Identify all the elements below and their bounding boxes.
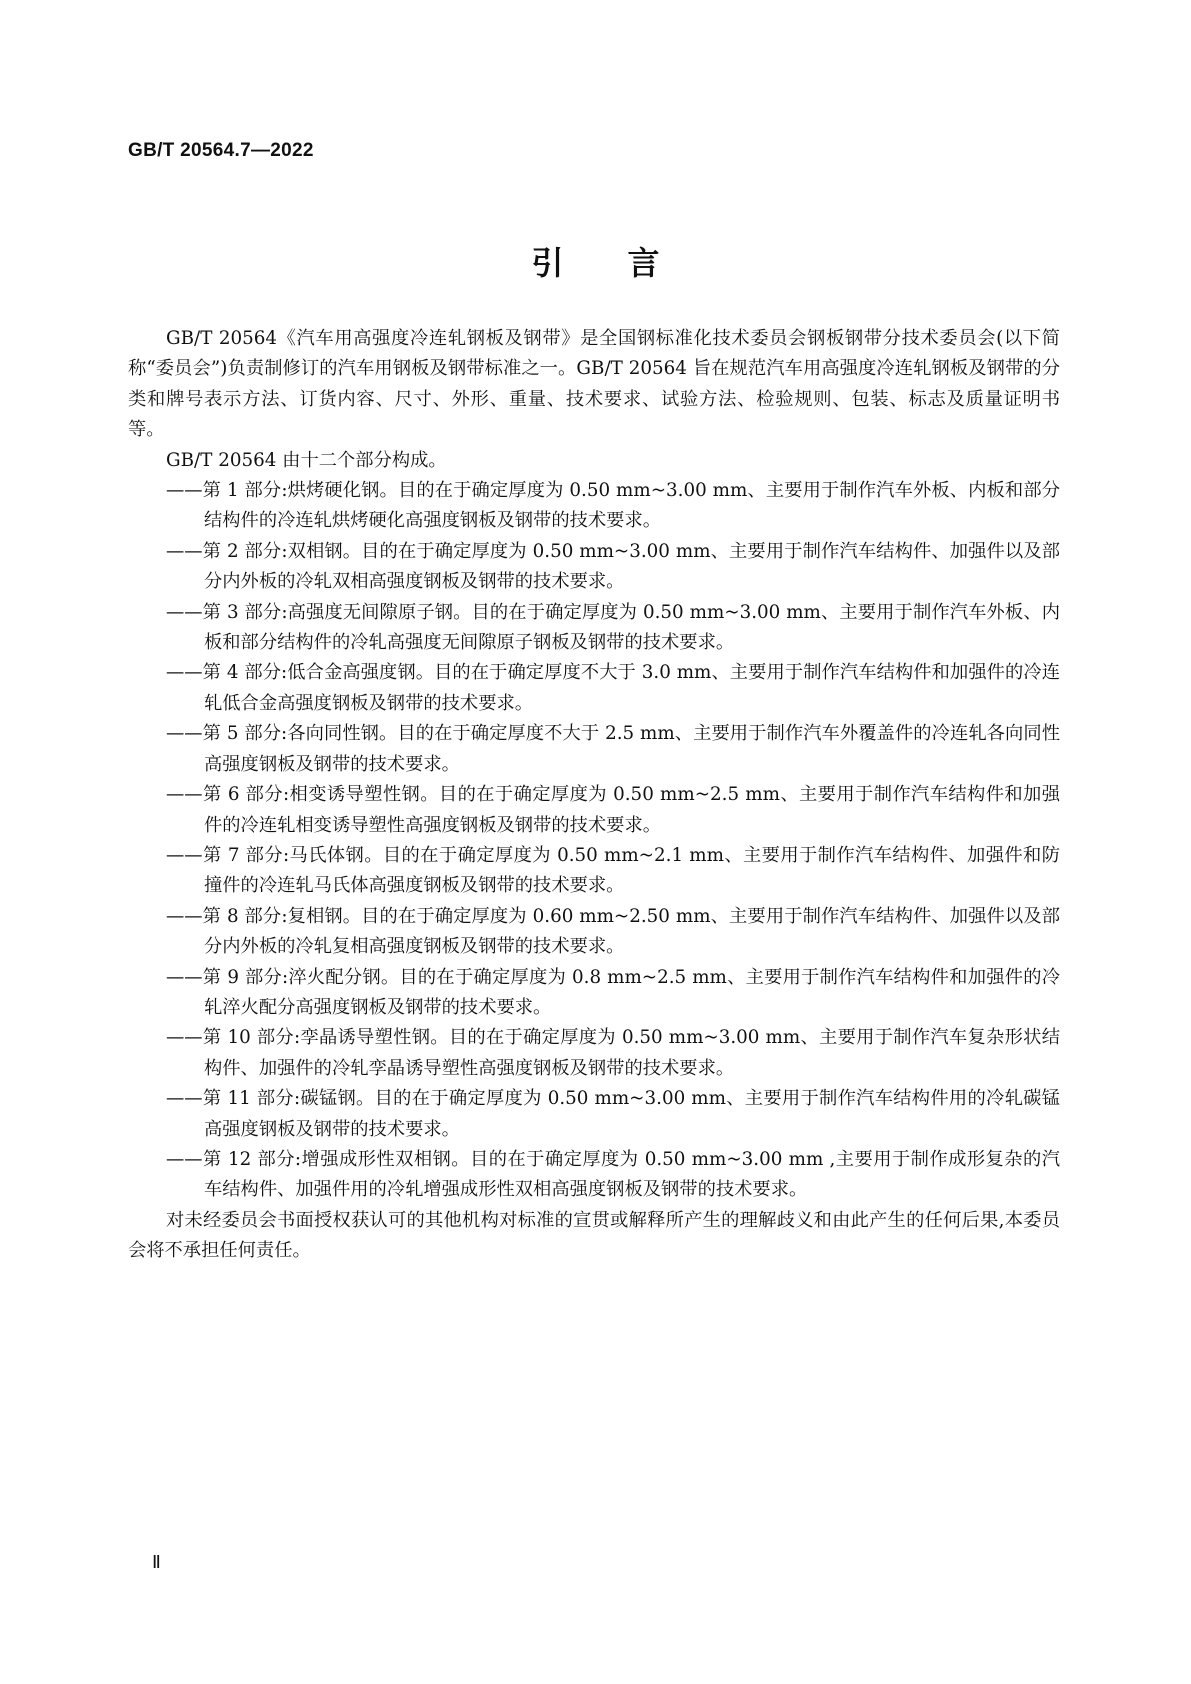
list-item: ——第 2 部分:双相钢。目的在于确定厚度为 0.50 mm~3.00 mm、主要用于制作汽车结构件、加强件以及部分内外板的冷轧双相高强度钢板及钢带的技术要求。 xyxy=(166,540,1060,593)
title-char-2: 言 xyxy=(627,244,660,282)
list-item: ——第 1 部分:烘烤硬化钢。目的在于确定厚度为 0.50 mm~3.00 mm、主要用于制作汽车外板、内板和部分结构件的冷连轧烘烤硬化高强度钢板及钢带的技术要求。 xyxy=(166,480,1060,532)
parts-list xyxy=(128,476,1060,1206)
list-item: ——第 9 部分:淬火配分钢。目的在于确定厚度为 0.8 mm~2.5 mm、主要用于制作汽车结构件和加强件的冷轧淬火配分高强度钢板及钢带的技术要求。 xyxy=(166,966,1060,1018)
closing-paragraph: 对未经委员会书面授权获认可的其他机构对标准的宣贯或解释所产生的理解歧义和由此产生的任何后果,本委员会将不承担任何责任。 xyxy=(128,1209,1060,1262)
intro-paragraph-1: GB/T 20564《汽车用高强度冷连轧钢板及钢带》是全国钢标准化技术委员会钢板钢带分技术委员会(以下简称“委员会”)负责制修订的汽车用钢板及钢带标准之一。GB/T 20564 旨在规范汽车用高强度冷连轧钢板及钢带的分类和牌号表示方法、订货内容、尺寸、外形、重量、技术要求、试验方法、检验规则、包装、标志及质量证明书等。 xyxy=(128,328,1060,441)
page-title xyxy=(0,238,1191,284)
list-item: ——第 6 部分:相变诱导塑性钢。目的在于确定厚度为 0.50 mm~2.5 mm、主要用于制作汽车结构件和加强件的冷连轧相变诱导塑性高强度钢板及钢带的技术要求。 xyxy=(166,784,1060,836)
list-item: ——第 10 部分:孪晶诱导塑性钢。目的在于确定厚度为 0.50 mm~3.00 mm、主要用于制作汽车复杂形状结构件、加强件的冷轧孪晶诱导塑性高强度钢板及钢带的技术要求。 xyxy=(166,1027,1060,1079)
list-item: ——第 7 部分:马氏体钢。目的在于确定厚度为 0.50 mm~2.1 mm、主要用于制作汽车结构件、加强件和防撞件的冷连轧马氏体高强度钢板及钢带的技术要求。 xyxy=(166,844,1060,897)
list-item: ——第 3 部分:高强度无间隙原子钢。目的在于确定厚度为 0.50 mm~3.00 mm、主要用于制作汽车外板、内板和部分结构件的冷轧高强度无间隙原子钢板及钢带的技术要求。 xyxy=(166,601,1060,654)
title-char-1: 引 xyxy=(531,244,564,282)
list-item: ——第 5 部分:各向同性钢。目的在于确定厚度不大于 2.5 mm、主要用于制作汽车外覆盖件的冷连轧各向同性高强度钢板及钢带的技术要求。 xyxy=(166,723,1060,775)
intro-paragraph-2: GB/T 20564 由十二个部分构成。 xyxy=(166,449,447,471)
standard-code: GB/T 20564.7—2022 xyxy=(128,140,314,161)
list-item: ——第 4 部分:低合金高强度钢。目的在于确定厚度不大于 3.0 mm、主要用于制作汽车结构件和加强件的冷连轧低合金高强度钢板及钢带的技术要求。 xyxy=(166,662,1060,714)
list-item: ——第 8 部分:复相钢。目的在于确定厚度为 0.60 mm~2.50 mm、主要用于制作汽车结构件、加强件以及部分内外板的冷轧复相高强度钢板及钢带的技术要求。 xyxy=(166,905,1060,958)
list-item: ——第 11 部分:碳锰钢。目的在于确定厚度为 0.50 mm~3.00 mm、主要用于制作汽车结构件用的冷轧碳锰高强度钢板及钢带的技术要求。 xyxy=(166,1088,1060,1140)
page-number: Ⅱ xyxy=(152,1552,161,1572)
document-body xyxy=(128,324,1060,1267)
list-item: ——第 12 部分:增强成形性双相钢。目的在于确定厚度为 0.50 mm~3.00 mm ,主要用于制作成形复杂的汽车结构件、加强件用的冷轧增强成形性双相高强度钢板及钢带的技术要求。 xyxy=(166,1148,1060,1201)
